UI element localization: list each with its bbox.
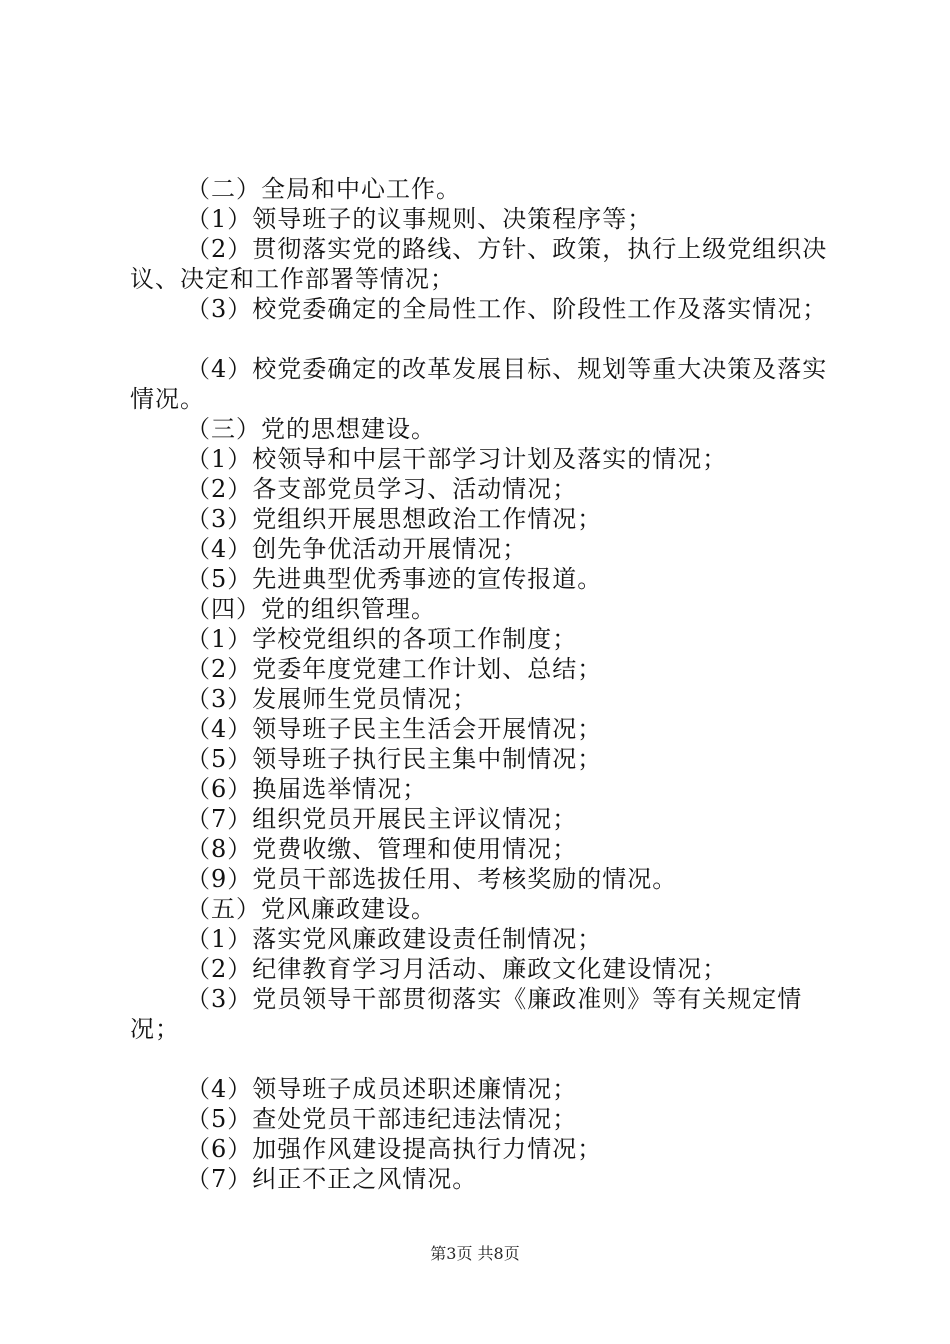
list-item: （4）领导班子民主生活会开展情况； — [186, 715, 603, 743]
list-item: （4）领导班子成员述职述廉情况； — [186, 1075, 578, 1103]
list-item: （2）贯彻落实党的路线、方针、政策，执行上级党组织决议、决定和工作部署等情况； — [130, 235, 828, 293]
list-item: （9）党员干部选拔任用、考核奖励的情况。 — [186, 865, 678, 893]
list-item: （5）查处党员干部违纪违法情况； — [186, 1105, 578, 1133]
list-item: （2）纪律教育学习月活动、廉政文化建设情况； — [186, 955, 728, 983]
list-item: （3）校党委确定的全局性工作、阶段性工作及落实情况； — [186, 295, 828, 323]
section-heading-3: （三）党的思想建设。 — [186, 415, 436, 443]
section-heading-2: （二）全局和中心工作。 — [186, 175, 461, 203]
list-item: （8）党费收缴、管理和使用情况； — [186, 835, 578, 863]
list-item: （3）党组织开展思想政治工作情况； — [186, 505, 603, 533]
list-item: （7）纠正不正之风情况。 — [186, 1165, 478, 1193]
document-body — [130, 174, 840, 1194]
list-item: （1）学校党组织的各项工作制度； — [186, 625, 578, 653]
list-item: （4）创先争优活动开展情况； — [186, 535, 528, 563]
list-item: （3）党员领导干部贯彻落实《廉政准则》等有关规定情况； — [130, 985, 803, 1043]
list-item: （4）校党委确定的改革发展目标、规划等重大决策及落实情况。 — [130, 355, 828, 413]
list-item: （2）各支部党员学习、活动情况； — [186, 475, 578, 503]
list-item: （5）领导班子执行民主集中制情况； — [186, 745, 603, 773]
list-item: （5）先进典型优秀事迹的宣传报道。 — [186, 565, 603, 593]
list-item: （1）落实党风廉政建设责任制情况； — [186, 925, 603, 953]
list-item: （2）党委年度党建工作计划、总结； — [186, 655, 603, 683]
section-heading-4: （四）党的组织管理。 — [186, 595, 436, 623]
list-item: （6）换届选举情况； — [186, 775, 428, 803]
list-item: （1）校领导和中层干部学习计划及落实的情况； — [186, 445, 728, 473]
list-item: （3）发展师生党员情况； — [186, 685, 478, 713]
page-number-footer: 第3页 共8页 — [430, 1244, 520, 1263]
section-heading-5: （五）党风廉政建设。 — [186, 895, 436, 923]
list-item: （6）加强作风建设提高执行力情况； — [186, 1135, 603, 1163]
list-item: （1）领导班子的议事规则、决策程序等； — [186, 205, 653, 233]
list-item: （7）组织党员开展民主评议情况； — [186, 805, 578, 833]
